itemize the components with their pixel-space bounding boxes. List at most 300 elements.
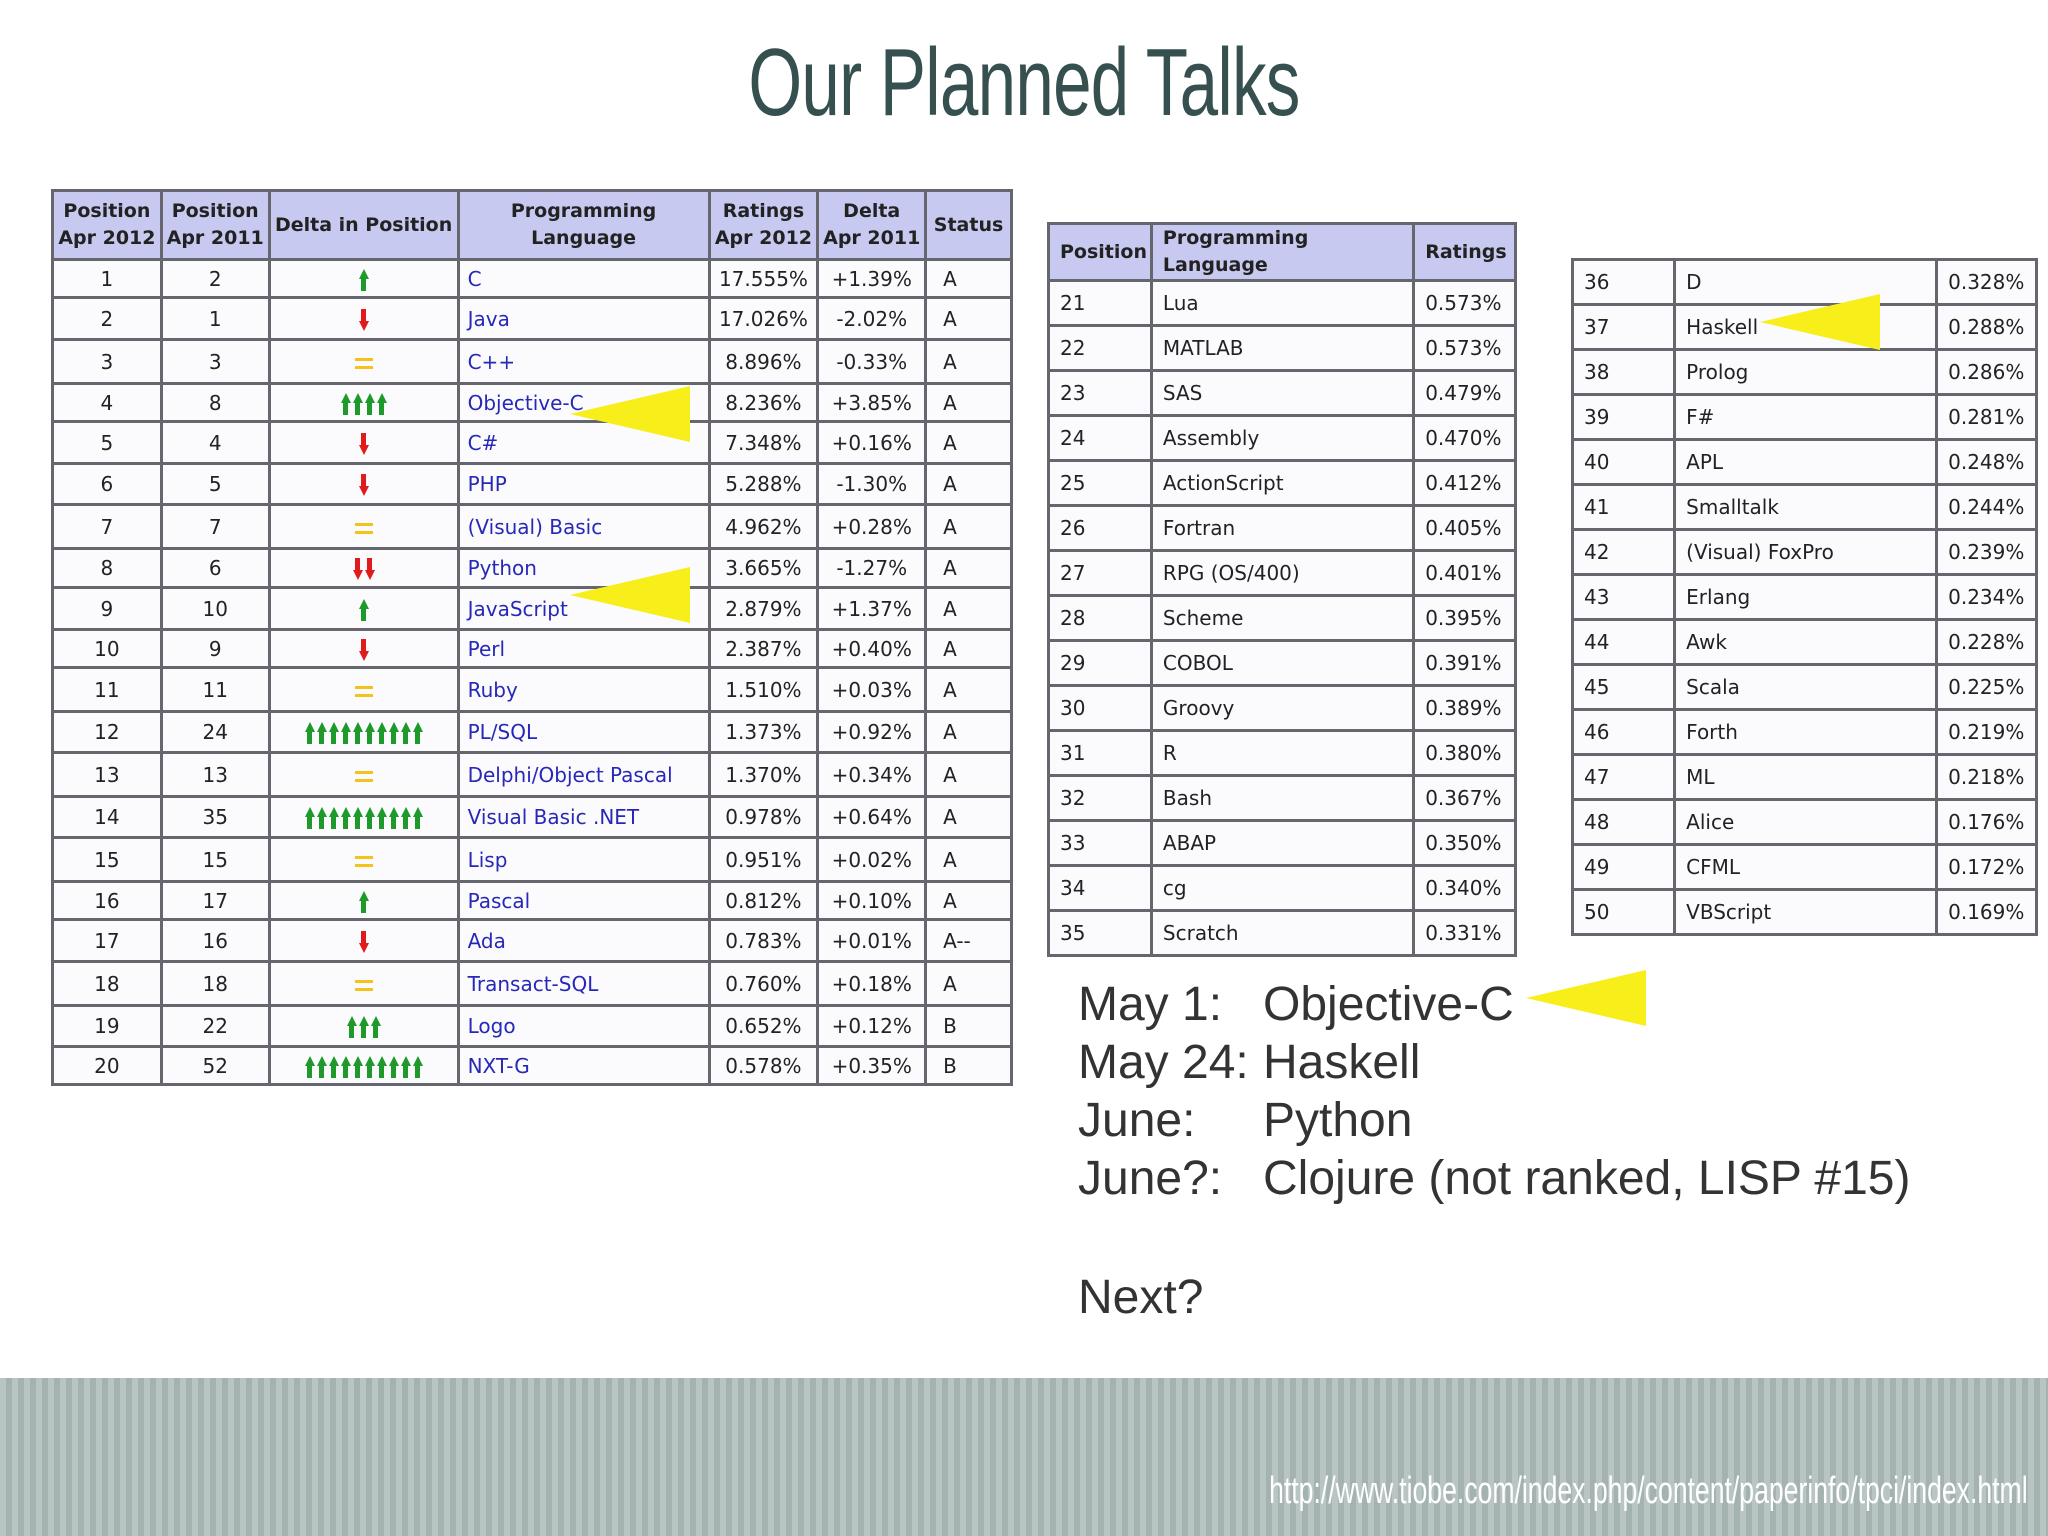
up-arrow-icon (317, 1056, 327, 1078)
rating-delta: +0.64% (818, 797, 926, 838)
position: 21 (1049, 281, 1152, 326)
language-link[interactable]: JavaScript (458, 588, 709, 630)
main-table-header-row (53, 191, 1012, 260)
language-link[interactable]: Delphi/Object Pascal (458, 753, 709, 797)
rating: 0.389% (1414, 686, 1516, 731)
language-link[interactable]: Python (458, 549, 709, 588)
language: Scala (1675, 665, 1937, 710)
table-row (1049, 461, 1516, 506)
position-2011: 15 (161, 838, 269, 882)
language: Erlang (1675, 575, 1937, 620)
position-2011: 1 (161, 298, 269, 340)
rating: 0.225% (1937, 665, 2037, 710)
rating-delta: +0.01% (818, 920, 926, 962)
position-2012: 17 (53, 920, 162, 962)
language: Fortran (1151, 506, 1413, 551)
rating-2012: 5.288% (709, 464, 818, 505)
position: 28 (1049, 596, 1152, 641)
table-row (1049, 686, 1516, 731)
table-row (1573, 575, 2037, 620)
status: A (926, 962, 1012, 1006)
down-arrow-icon (359, 639, 369, 661)
status: A-- (926, 920, 1012, 962)
rating: 0.288% (1937, 305, 2037, 350)
position-2011: 10 (161, 588, 269, 630)
table-row (1049, 506, 1516, 551)
rating-2012: 1.370% (709, 753, 818, 797)
position-2012: 20 (53, 1047, 162, 1085)
position: 44 (1573, 620, 1675, 665)
status: A (926, 340, 1012, 384)
no-change-icon (355, 686, 373, 697)
position-2012: 12 (53, 712, 162, 753)
up-arrow-icon (371, 1016, 381, 1038)
rating-2012: 0.760% (709, 962, 818, 1006)
position-2011: 16 (161, 920, 269, 962)
rating-2012: 8.236% (709, 384, 818, 422)
position: 40 (1573, 440, 1675, 485)
table-row (1049, 551, 1516, 596)
up-arrow-icon (401, 807, 411, 829)
table-row (53, 260, 1012, 298)
up-arrow-icon (413, 722, 423, 744)
table-row (53, 588, 1012, 630)
language-link[interactable]: PL/SQL (458, 712, 709, 753)
table-row (53, 797, 1012, 838)
position: 30 (1049, 686, 1152, 731)
table-row (1049, 641, 1516, 686)
language-link[interactable]: C++ (458, 340, 709, 384)
language-link[interactable]: Perl (458, 630, 709, 668)
position-2011: 18 (161, 962, 269, 1006)
mid-ranking-table (1047, 222, 1517, 957)
language: (Visual) FoxPro (1675, 530, 1937, 575)
no-change-icon (355, 856, 373, 867)
up-arrow-icon (347, 1016, 357, 1038)
table-row (53, 962, 1012, 1006)
rating: 0.248% (1937, 440, 2037, 485)
source-link[interactable]: http://www.tiobe.com/index.php/content/paperinfo/tpci/index.html (1269, 1470, 2028, 1512)
rating: 0.573% (1414, 281, 1516, 326)
rating-2012: 1.510% (709, 668, 818, 712)
rating-2012: 0.578% (709, 1047, 818, 1085)
rating: 0.479% (1414, 371, 1516, 416)
status: A (926, 260, 1012, 298)
up-arrow-icon (389, 807, 399, 829)
no-change-icon (355, 523, 373, 534)
up-arrow-icon (377, 722, 387, 744)
language: RPG (OS/400) (1151, 551, 1413, 596)
status: B (926, 1006, 1012, 1047)
table-row (1049, 371, 1516, 416)
up-arrow-icon (365, 722, 375, 744)
rating-delta: +0.10% (818, 882, 926, 920)
table-row (53, 1047, 1012, 1085)
table-row (53, 505, 1012, 549)
talk-item (1078, 1034, 1910, 1092)
table-row (53, 668, 1012, 712)
position: 48 (1573, 800, 1675, 845)
talk-date: June: (1078, 1094, 1196, 1147)
talk-language: Python (1263, 1094, 1413, 1147)
delta-position-indicator (269, 838, 458, 882)
position-2011: 2 (161, 260, 269, 298)
language: F# (1675, 395, 1937, 440)
up-arrow-icon (341, 1056, 351, 1078)
status: A (926, 588, 1012, 630)
highlight-arrow-python (568, 565, 692, 625)
right-ranking-table (1571, 258, 2038, 936)
delta-position-indicator (269, 588, 458, 630)
table-row (1573, 395, 2037, 440)
up-arrow-icon (341, 722, 351, 744)
header-position-2011: Position Apr 2011 (161, 191, 269, 260)
position: 50 (1573, 890, 1675, 935)
planned-talks-list (1078, 976, 1910, 1208)
position-2012: 8 (53, 549, 162, 588)
language-link[interactable]: PHP (458, 464, 709, 505)
status: A (926, 630, 1012, 668)
table-row (1049, 596, 1516, 641)
up-arrow-icon (317, 722, 327, 744)
up-arrow-icon (353, 1056, 363, 1078)
rating: 0.350% (1414, 821, 1516, 866)
position-2011: 9 (161, 630, 269, 668)
delta-position-indicator (269, 505, 458, 549)
up-arrow-icon (353, 393, 363, 415)
up-arrow-icon (359, 599, 369, 621)
highlight-arrow-haskell (1758, 292, 1882, 352)
table-row (53, 882, 1012, 920)
position: 33 (1049, 821, 1152, 866)
table-row (1573, 620, 2037, 665)
delta-position-indicator (269, 668, 458, 712)
position-2011: 35 (161, 797, 269, 838)
position-2011: 13 (161, 753, 269, 797)
up-arrow-icon (359, 1016, 369, 1038)
slide-title: Our Planned Talks (748, 29, 1300, 136)
talk-language: Clojure (not ranked, LISP #15) (1263, 1152, 1911, 1205)
table-row (53, 422, 1012, 464)
rating-2012: 4.962% (709, 505, 818, 549)
language: COBOL (1151, 641, 1413, 686)
up-arrow-icon (341, 393, 351, 415)
rating-delta: -2.02% (818, 298, 926, 340)
language-link[interactable]: NXT-G (458, 1047, 709, 1085)
delta-position-indicator (269, 753, 458, 797)
position: 47 (1573, 755, 1675, 800)
position: 45 (1573, 665, 1675, 710)
position: 25 (1049, 461, 1152, 506)
delta-position-indicator (269, 549, 458, 588)
language-link[interactable]: C (458, 260, 709, 298)
position-2011: 8 (161, 384, 269, 422)
down-arrow-icon (359, 309, 369, 331)
rating-delta: +1.39% (818, 260, 926, 298)
table-row (53, 920, 1012, 962)
up-arrow-icon (359, 269, 369, 291)
language: Forth (1675, 710, 1937, 755)
header-status: Status (926, 191, 1012, 260)
rating: 0.401% (1414, 551, 1516, 596)
talk-date: June?: (1078, 1152, 1223, 1205)
table-row (1573, 890, 2037, 935)
rating-2012: 8.896% (709, 340, 818, 384)
position-2012: 16 (53, 882, 162, 920)
delta-position-indicator (269, 630, 458, 668)
rating-2012: 0.951% (709, 838, 818, 882)
status: A (926, 882, 1012, 920)
language: Assembly (1151, 416, 1413, 461)
delta-position-indicator (269, 384, 458, 422)
language: APL (1675, 440, 1937, 485)
position-2012: 2 (53, 298, 162, 340)
position-2011: 5 (161, 464, 269, 505)
language-link[interactable]: Objective-C (458, 384, 709, 422)
language-link[interactable]: Pascal (458, 882, 709, 920)
delta-position-indicator (269, 298, 458, 340)
status: A (926, 753, 1012, 797)
language-link[interactable]: Logo (458, 1006, 709, 1047)
table-row (53, 630, 1012, 668)
header-position: Position (1049, 224, 1152, 281)
rating-delta: +0.02% (818, 838, 926, 882)
table-row (1573, 845, 2037, 890)
table-row (1573, 485, 2037, 530)
rating: 0.573% (1414, 326, 1516, 371)
rating: 0.239% (1937, 530, 2037, 575)
rating-2012: 0.812% (709, 882, 818, 920)
language: SAS (1151, 371, 1413, 416)
rating-delta: +0.34% (818, 753, 926, 797)
position: 31 (1049, 731, 1152, 776)
position: 22 (1049, 326, 1152, 371)
language-link[interactable]: Ruby (458, 668, 709, 712)
table-row (1573, 350, 2037, 395)
rating: 0.470% (1414, 416, 1516, 461)
up-arrow-icon (365, 393, 375, 415)
status: A (926, 422, 1012, 464)
header-delta-position: Delta in Position (269, 191, 458, 260)
position: 42 (1573, 530, 1675, 575)
rating-delta: +1.37% (818, 588, 926, 630)
up-arrow-icon (329, 1056, 339, 1078)
down-arrow-icon (359, 433, 369, 455)
delta-position-indicator (269, 712, 458, 753)
table-row (1573, 440, 2037, 485)
rating: 0.328% (1937, 260, 2037, 305)
position-2012: 10 (53, 630, 162, 668)
delta-position-indicator (269, 340, 458, 384)
position: 23 (1049, 371, 1152, 416)
rating-2012: 17.026% (709, 298, 818, 340)
header-language: Programming Language (458, 191, 709, 260)
down-arrow-icon (365, 558, 375, 580)
language: Haskell (1675, 305, 1937, 350)
rating-delta: +0.28% (818, 505, 926, 549)
delta-position-indicator (269, 1047, 458, 1085)
position-2011: 52 (161, 1047, 269, 1085)
up-arrow-icon (329, 722, 339, 744)
up-arrow-icon (365, 807, 375, 829)
position-2011: 24 (161, 712, 269, 753)
position-2011: 6 (161, 549, 269, 588)
no-change-icon (355, 980, 373, 991)
up-arrow-icon (305, 807, 315, 829)
position: 46 (1573, 710, 1675, 755)
status: A (926, 505, 1012, 549)
header-delta-2011: Delta Apr 2011 (818, 191, 926, 260)
rating-2012: 2.879% (709, 588, 818, 630)
language-link[interactable]: (Visual) Basic (458, 505, 709, 549)
rating-2012: 0.978% (709, 797, 818, 838)
status: A (926, 838, 1012, 882)
language-link[interactable]: Visual Basic .NET (458, 797, 709, 838)
position-2012: 4 (53, 384, 162, 422)
up-arrow-icon (377, 393, 387, 415)
position: 27 (1049, 551, 1152, 596)
language: Smalltalk (1675, 485, 1937, 530)
up-arrow-icon (401, 722, 411, 744)
table-row (53, 712, 1012, 753)
rating-2012: 17.555% (709, 260, 818, 298)
rating: 0.218% (1937, 755, 2037, 800)
talk-language: Haskell (1263, 1036, 1421, 1089)
down-arrow-icon (359, 474, 369, 496)
language: D (1675, 260, 1937, 305)
rating: 0.340% (1414, 866, 1516, 911)
delta-position-indicator (269, 464, 458, 505)
position-2011: 7 (161, 505, 269, 549)
table-row (53, 464, 1012, 505)
position-2012: 13 (53, 753, 162, 797)
language: Alice (1675, 800, 1937, 845)
status: A (926, 384, 1012, 422)
position-2012: 6 (53, 464, 162, 505)
delta-position-indicator (269, 422, 458, 464)
rating-delta: +0.92% (818, 712, 926, 753)
delta-position-indicator (269, 882, 458, 920)
up-arrow-icon (377, 807, 387, 829)
up-arrow-icon (401, 1056, 411, 1078)
rating-2012: 3.665% (709, 549, 818, 588)
delta-position-indicator (269, 260, 458, 298)
status: A (926, 797, 1012, 838)
delta-position-indicator (269, 797, 458, 838)
language: R (1151, 731, 1413, 776)
delta-position-indicator (269, 920, 458, 962)
up-arrow-icon (353, 722, 363, 744)
up-arrow-icon (359, 891, 369, 913)
language-link[interactable]: Ada (458, 920, 709, 962)
position: 24 (1049, 416, 1152, 461)
up-arrow-icon (377, 1056, 387, 1078)
rating-delta: -1.27% (818, 549, 926, 588)
table-row (1573, 755, 2037, 800)
status: A (926, 464, 1012, 505)
up-arrow-icon (317, 807, 327, 829)
table-row (53, 1006, 1012, 1047)
language: CFML (1675, 845, 1937, 890)
table-row (1573, 800, 2037, 845)
talk-date: May 24: (1078, 1036, 1249, 1089)
position-2012: 3 (53, 340, 162, 384)
rating: 0.169% (1937, 890, 2037, 935)
language: Awk (1675, 620, 1937, 665)
talk-item (1078, 1150, 1910, 1208)
table-row (1049, 776, 1516, 821)
header-language: Programming Language (1151, 224, 1413, 281)
position: 37 (1573, 305, 1675, 350)
rating: 0.367% (1414, 776, 1516, 821)
position: 43 (1573, 575, 1675, 620)
rating: 0.405% (1414, 506, 1516, 551)
talk-item (1078, 1092, 1910, 1150)
language: cg (1151, 866, 1413, 911)
position: 34 (1049, 866, 1152, 911)
position: 32 (1049, 776, 1152, 821)
rating: 0.228% (1937, 620, 2037, 665)
status: A (926, 549, 1012, 588)
table-row (1049, 281, 1516, 326)
delta-position-indicator (269, 962, 458, 1006)
language: Scratch (1151, 911, 1413, 956)
language-link[interactable]: Lisp (458, 838, 709, 882)
language: Scheme (1151, 596, 1413, 641)
main-ranking-table (51, 189, 1013, 1086)
position: 35 (1049, 911, 1152, 956)
language: MATLAB (1151, 326, 1413, 371)
rating: 0.395% (1414, 596, 1516, 641)
position: 26 (1049, 506, 1152, 551)
language-link[interactable]: Transact-SQL (458, 962, 709, 1006)
table-row (1049, 326, 1516, 371)
language: Bash (1151, 776, 1413, 821)
header-ratings-2012: Ratings Apr 2012 (709, 191, 818, 260)
language: Lua (1151, 281, 1413, 326)
highlight-arrow-objective-c (568, 384, 692, 444)
up-arrow-icon (329, 807, 339, 829)
position: 38 (1573, 350, 1675, 395)
position-2012: 5 (53, 422, 162, 464)
table-row (1573, 665, 2037, 710)
rating-delta: +0.18% (818, 962, 926, 1006)
table-row (53, 384, 1012, 422)
position-2012: 11 (53, 668, 162, 712)
up-arrow-icon (353, 807, 363, 829)
rating-delta: +0.16% (818, 422, 926, 464)
language-link[interactable]: Java (458, 298, 709, 340)
rating: 0.219% (1937, 710, 2037, 755)
table-row (53, 298, 1012, 340)
up-arrow-icon (365, 1056, 375, 1078)
status: A (926, 712, 1012, 753)
talk-language: Objective-C (1263, 978, 1514, 1031)
rating-delta: -0.33% (818, 340, 926, 384)
rating: 0.286% (1937, 350, 2037, 395)
language-link[interactable]: C# (458, 422, 709, 464)
position-2011: 17 (161, 882, 269, 920)
table-row (53, 549, 1012, 588)
rating-2012: 2.387% (709, 630, 818, 668)
table-row (1049, 731, 1516, 776)
rating-delta: +0.03% (818, 668, 926, 712)
rating: 0.172% (1937, 845, 2037, 890)
status: A (926, 668, 1012, 712)
language: Groovy (1151, 686, 1413, 731)
rating: 0.412% (1414, 461, 1516, 506)
rating: 0.234% (1937, 575, 2037, 620)
